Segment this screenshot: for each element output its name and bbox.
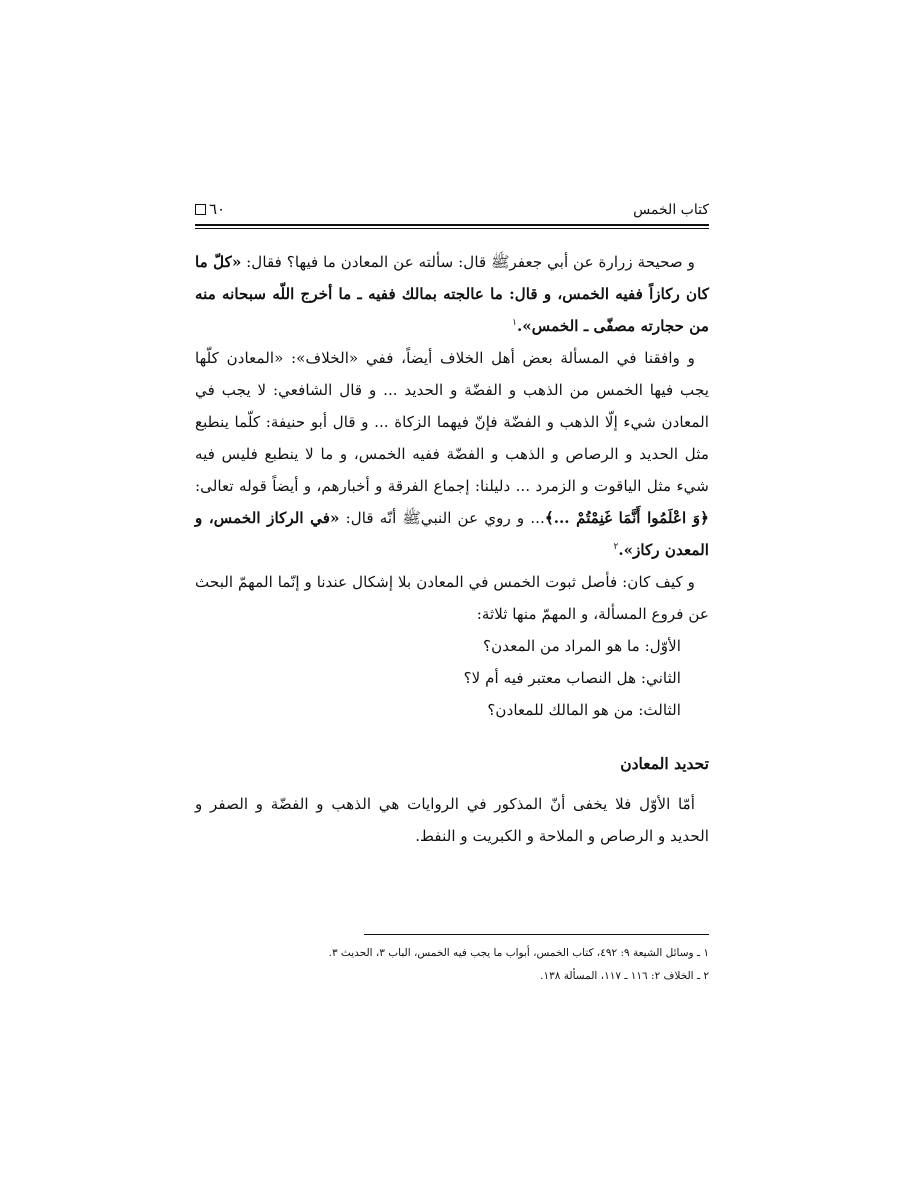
footnote-ref-2[interactable]: ٢ [613, 541, 619, 552]
p2-verse: ﴿وَ اعْلَمُوا أَنَّمَا غَنِمْتُمْ ...﴾ [544, 509, 710, 527]
page-number-block [195, 200, 225, 218]
page-header [195, 196, 709, 226]
p2-honorific: ﷺ [402, 509, 421, 527]
footnotes [195, 942, 709, 988]
section-heading: تحديد المعادن [620, 754, 709, 773]
header-rule-thick [195, 224, 709, 226]
p1-intro: و صحيحة زرارة عن أبي جعفر [509, 253, 695, 271]
list-item: الثاني: هل النصاب معتبر فيه أم لا؟ [463, 669, 681, 687]
paragraph-1 [195, 246, 709, 342]
paragraph-2 [195, 342, 709, 566]
footnote-ref-1[interactable]: ١ [512, 317, 517, 328]
paragraph-4: أمّا الأوّل فلا يخفى أنّ المذكور في الروايات هي الذهب و الفضّة و الصفر و الحديد و الرصاص و الملاحة و الكبريت و النفط. [195, 795, 709, 845]
footnote-rule [364, 934, 709, 935]
header-rule-thin [195, 228, 709, 229]
running-title: كتاب الخمس [633, 202, 709, 218]
list-item: الثالث: من هو المالك للمعادن؟ [487, 701, 681, 719]
p2-text: و وافقنا في المسألة بعض أهل الخلاف أيضاً، ففي «الخلاف»: «المعادن كلّها يجب فيها الخمس من الذهب و الفضّة و الحديد ... و قال الشافعي: لا يجب في المعادن شيء إلّا الذهب و الفضّة فإنّ فيهما الزكاة ... و قال أبو حنيفة: كلّما ينطبع مثل الحديد و الرصاص و الذهب و الفضّة ففيه الخمس، و ما لا ينطبع فليس فيه شيء مثل الياقوت و الزمرد ... دليلنا: إجماع الفرقة و أخبارهم، و أيضاً قوله تعالى: [195, 349, 709, 495]
footnote-item: ٢ ـ الخلاف ٢: ١١٦ ـ ١١٧، المسألة ١٣٨. [540, 970, 709, 982]
book-page [195, 196, 709, 996]
p2-text3: أنّه قال: [339, 509, 403, 527]
p1-text: قال: سألته عن المعادن ما فيها؟ فقال: [241, 253, 492, 271]
page-number: ٦٠ [209, 200, 226, 218]
paragraph-3: و كيف كان: فأصل ثبوت الخمس في المعادن بلا إشكال عندنا و إنّما المهمّ البحث عن فروع المسألة، و المهمّ منها ثلاثة: [195, 573, 709, 623]
footnote-item: ١ ـ وسائل الشيعة ٩: ٤٩٢، كتاب الخمس، أبواب ما يجب فيه الخمس، الباب ٣، الحديث ٣. [328, 947, 709, 959]
page-body [195, 246, 709, 852]
list-item: الأوّل: ما هو المراد من المعدن؟ [483, 637, 681, 655]
p2-text2: ... و روي عن النبي [420, 509, 545, 527]
p2-quote: «في الركاز الخمس، و المعدن ركاز». [195, 509, 709, 559]
p1-honorific: ﷺ [491, 253, 510, 271]
square-ornament-icon [195, 204, 206, 215]
question-list [195, 630, 681, 726]
p1-quote: «كلّ ما كان ركازاً ففيه الخمس، و قال: ما عالجته بمالك ففيه ـ ما أخرج اللّه سبحانه منه من حجارته مصفّى ـ الخمس». [195, 253, 709, 335]
